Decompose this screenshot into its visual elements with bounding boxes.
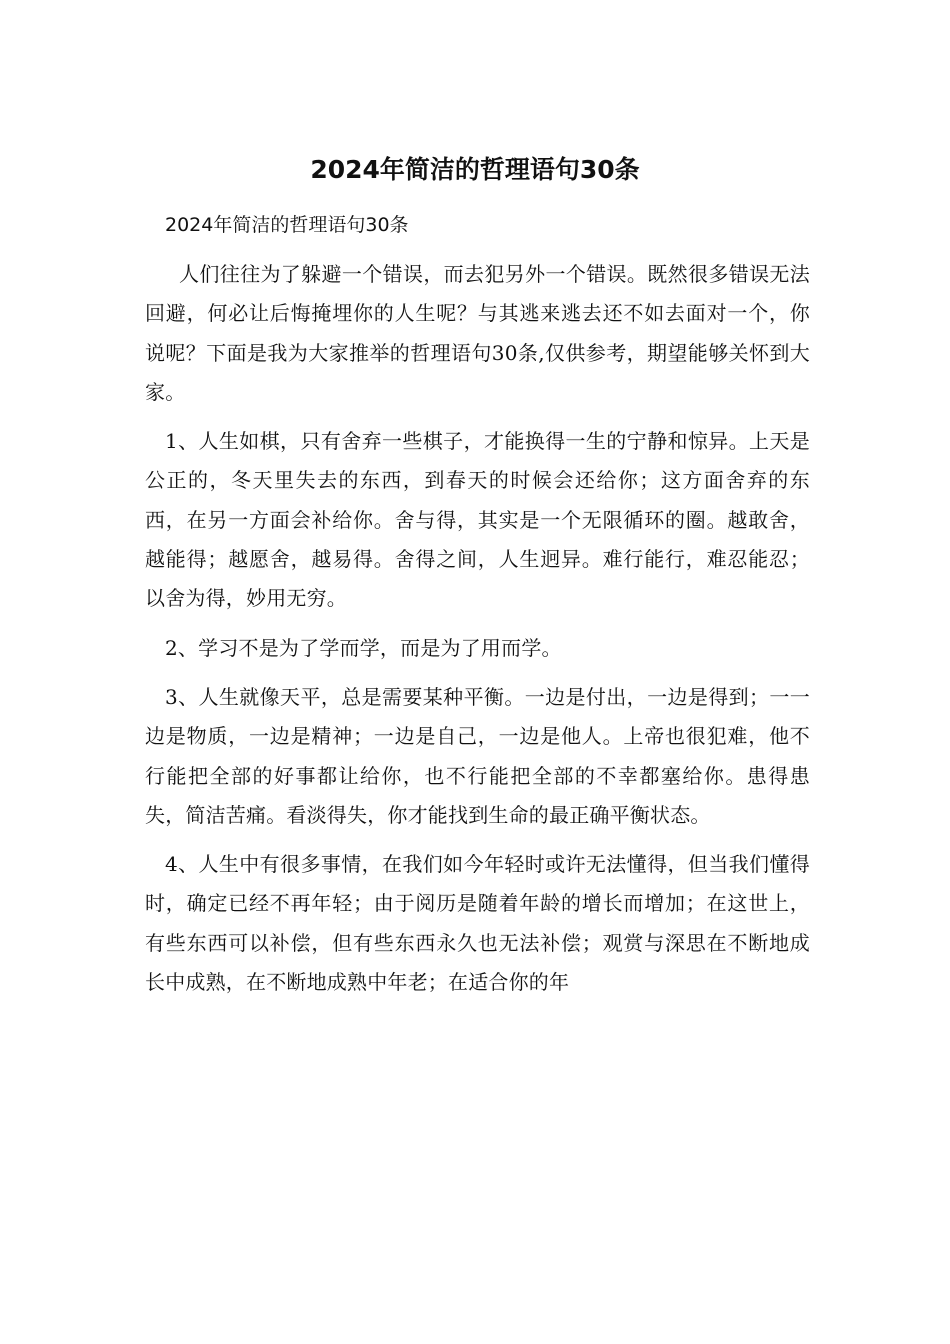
document-subtitle: 2024年简洁的哲理语句30条 bbox=[165, 214, 409, 236]
quote-item-2: 2、学习不是为了学而学，而是为了用而学。 bbox=[165, 635, 562, 660]
document-body bbox=[145, 205, 810, 1012]
quote-item-4: 4、人生中有很多事情，在我们如今年轻时或许无法懂得，但当我们懂得时，确定已经不再年轻；由于阅历是随着年龄的增长而增加；在这世上，有些东西可以补偿，但有些东西永久也无法补偿；观赏与深思在不断地成长中成熟，在不断地成熟中年老；在适合你的年 bbox=[145, 852, 810, 995]
quote-item-3: 3、人生就像天平，总是需要某种平衡。一边是付出，一边是得到；一一边是物质，一边是精神；一边是自己，一边是他人。上帝也很犯难，他不行能把全部的好事都让给你，也不行能把全部的不幸都塞给你。患得患失，简洁苦痛。看淡得失，你才能找到生命的最正确平衡状态。 bbox=[145, 684, 810, 827]
intro-paragraph: 人们往往为了躲避一个错误，而去犯另外一个错误。既然很多错误无法回避，何必让后悔掩埋你的人生呢？与其逃来逃去还不如去面对一个，你说呢？下面是我为大家推举的哲理语句30条,仅供参考，期望能够关怀到大家。 bbox=[145, 262, 810, 404]
quote-item-1: 1、人生如棋，只有舍弃一些棋子，才能换得一生的宁静和惊异。上天是公正的，冬天里失去的东西，到春天的时候会还给你；这方面舍弃的东西，在另一方面会补给你。舍与得，其实是一个无限循环的圈。越敢舍，越能得；越愿舍，越易得。舍得之间，人生迥异。难行能行，难忍能忍；以舍为得，妙用无穷。 bbox=[145, 429, 810, 611]
document-title: 2024年简洁的哲理语句30条 bbox=[310, 155, 640, 184]
